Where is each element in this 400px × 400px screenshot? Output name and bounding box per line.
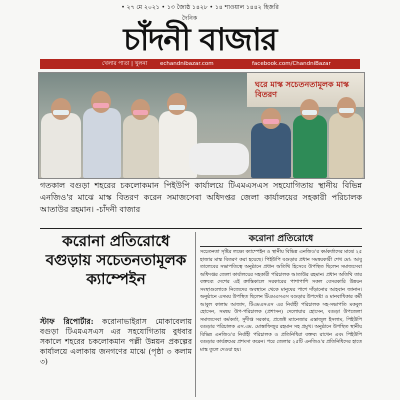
article-left-body (40, 317, 192, 367)
article-left (40, 232, 192, 400)
masthead-red-bar (40, 59, 360, 69)
article-right (200, 232, 362, 400)
photo-person (329, 113, 363, 178)
photo-person (123, 115, 159, 178)
photo-person-mask (302, 110, 317, 115)
photo-person-mask (93, 103, 109, 108)
photo-person-head (167, 93, 187, 115)
website-link[interactable]: echandnibazar.com (160, 61, 214, 67)
photo-person (83, 108, 121, 178)
photo-person-mask (169, 105, 185, 110)
photo-person-head (91, 91, 111, 113)
headline-line-3: ক্যাম্পেইন (86, 270, 146, 288)
photo-person-mask (53, 110, 69, 115)
photo-person (293, 115, 327, 178)
masthead-section-label: খেলার পাতা | খুলনা (102, 61, 148, 67)
photo-caption: গতকাল বগুড়া শহরের চকলোকমান পিইউপি কার্যালয়ে টিএমএসএস সহযোগিতায় স্থানীয় বিভিন্ন এনজিও'র মাঝে মাস্ক বিতরণ করেন সমাজসেবা অধিদপ্তর জেলা কার্যালয়ের সহকারী পরিচালক আতাউর রহমান। -চাঁদনী বাজার (40, 180, 362, 229)
photo-person (251, 123, 291, 178)
photo-person-mask (133, 110, 148, 115)
photo-person (41, 113, 81, 178)
news-photo (38, 72, 365, 179)
article-right-heading: করোনা প্রতিরোধে (200, 232, 362, 247)
photo-person-head (51, 98, 71, 120)
headline-line-1: করোনা প্রতিরোধে (62, 232, 170, 250)
photo-banner-text: ঘরে মাস্ক সচেতনতামূলক মাস্ক বিতরণ (255, 79, 349, 99)
article-left-text: করোনাভাইরাস মোকাবেলায় বগুড়া টিএমএসএস এর সহযোগিতায় বুধবার সকালে শহরের চকলোকমান পল্লী উন্নয়ন প্রকল্পের কার্যালয়ে এলাকায় জনগণের মাঝে (পৃষ্ঠা ৩ কলাম ৩) (40, 317, 192, 366)
photo-person-mask (339, 108, 354, 113)
byline: স্টাফ রিপোর্টার: (40, 317, 94, 326)
facebook-link[interactable]: facebook.com/ChandniBazar (252, 61, 331, 67)
newspaper-masthead: চাঁদনী বাজার (123, 22, 277, 58)
article-right-body: সচেতনতা সৃষ্টির লক্ষ্যে ক্যাম্পেইন ও স্থানীয় বিভিন্ন এনজিও'র কর্মকর্তাদের মাঝে ২৫ হাজার মাস্ক বিতরণ করা হয়েছে। পিইউপি বগুড়ার প্রধান সমন্বয়কারী শেখ মো: আবু তালেবের সভাপতিত্বে অনুষ্ঠানে প্রধান অতিথি হিসেবে উপস্থিত ছিলেন সমাজসেবা অধিদপ্তর জেলা কার্যালয়ের সহকারী পরিচালক আতাউর রহমান। প্রধান অতিথি তার বক্তব্যে দেশের এই ক্রান্তিকালে সরকারের পাশাপাশি সকল বেসরকারি উন্নয়ন সংস্থাগুলোকে নিজেদের অবস্থানে থেকে মানুষের পাশে দাঁড়ানোর আহবান জানান। অনুষ্ঠানে এসময় উপস্থিত ছিলেন টিএমএসএস বগুড়ার উপদেষ্টা ও মানবাধিকার কর্মী আবুল কালাম আজাদ, টিএমএসএস এর নির্বাহী পরিচালক সহ-সভাপতি মকবুল হোসেন, সমন্বয় উপ-পরিচালক (প্রশাসন) দেলোয়ার হোসেন, বগুড়া উপজেলা সমাজসেবা কর্মকর্তা, সুদীপ্ত সরকার, প্রজেক্ট ম্যানেজার এন্তাজুল ইসলাম, পিইউপি বগুড়ার পরিচালক এস.এম. মোস্তাফিজুর রহমান সহ প্রমুখ। অনুষ্ঠানে উপস্থিত স্থানীয় বিভিন্ন এনজিও'র নির্বাহী পরিচালক ও প্রতিনিধিরা বক্তব্য রাখেন এবং পিইউপি বগুড়ার কার্যক্রমের প্রশংসা করেন। পরে জেলার ২৫টি এনজিও'র প্রতিনিধিদের হাতে মাস্ক তুলে দেওয়া হয়। (200, 249, 362, 353)
article-headline (40, 232, 192, 289)
brand-prefix: দৈনিক (182, 15, 198, 22)
headline-line-2: বগুড়ায় সচেতনতামূলক (45, 251, 187, 269)
photo-mask-sack (189, 143, 249, 175)
column-divider (195, 232, 196, 397)
photo-person-mask (263, 119, 279, 124)
dateline: • ২৭ মে ২০২১ • ১৩ জ্যৈষ্ঠ ১৪২৮ • ১৪ শাওয়াল ১৪৪২ হিজরি (121, 4, 279, 11)
